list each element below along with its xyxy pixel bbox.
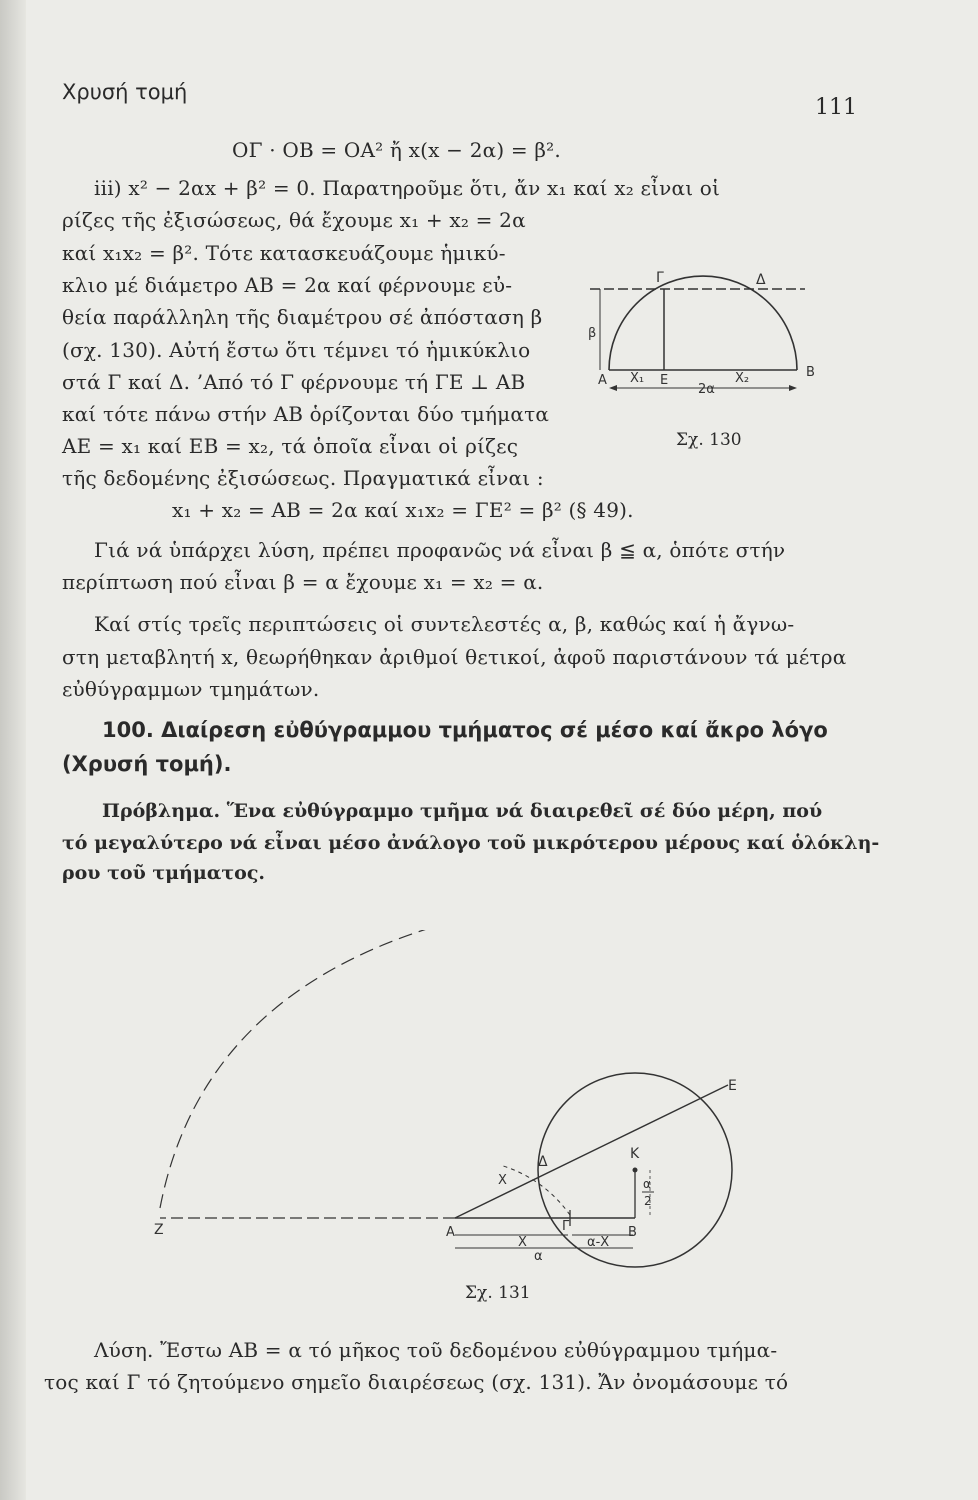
fig131-label-G: Γ [562, 1219, 570, 1234]
solution-line: τος καί Γ τό ζητούμενο σημεῖο διαιρέσεως (σχ. 131). Ἄν ὀνομάσουμε τό [44, 1370, 789, 1394]
problem-line: Πρόβλημα. Ἕνα εὐθύγραμμο τμῆμα νά διαιρεθεῖ σέ δύο μέρη, πού [102, 800, 823, 822]
text-line: κλιο μέ διάμετρο ΑΒ = 2α καί φέρνουμε εὐ- [62, 273, 513, 297]
fig130-label-x2: X₂ [735, 371, 750, 386]
figure-131 [150, 930, 770, 1270]
fig130-label-G: Γ [656, 270, 664, 286]
text-line: Γιά νά ὑπάρχει λύση, πρέπει προφανῶς νά εἶναι β ≦ α, ὁπότε στήν [94, 538, 786, 562]
fig130-label-2alpha: 2α [698, 382, 715, 397]
fig131-label-A: Α [446, 1225, 455, 1240]
fig130-label-D: Δ [756, 272, 766, 288]
section-title: 100. Διαίρεση εὐθύγραμμου τμήματος σέ μέσο καί ἄκρο λόγο [102, 718, 828, 742]
equation-line: x₁ + x₂ = ΑΒ = 2α καί x₁x₂ = ΓΕ² = β² (§ 49). [172, 498, 634, 522]
solution-line: Λύση. Ἔστω ΑΒ = α τό μῆκος τοῦ δεδομένου εὐθύγραμμου τμήμα- [94, 1338, 778, 1362]
figure-130 [580, 262, 820, 412]
page-gutter-shadow [0, 0, 26, 1500]
fig130-label-B: Β [806, 365, 815, 380]
problem-line: ρου τοῦ τμήματος. [62, 862, 266, 884]
fig131-label-alpha-denominator: 2 [644, 1194, 652, 1208]
fig131-secant-AE [455, 1085, 728, 1218]
page-number: 111 [815, 95, 857, 120]
fig131-arc-construction [160, 930, 430, 1208]
figure-131-caption: Σχ. 131 [465, 1283, 531, 1303]
text-line: εὐθύγραμμων τμημάτων. [62, 677, 320, 701]
fig131-label-Z: Ζ [154, 1222, 164, 1238]
fig131-label-alpha-numerator: α [643, 1177, 651, 1191]
equation-line: ΟΓ · ΟΒ = ΟΑ² ἤ x(x − 2α) = β². [232, 138, 561, 162]
fig130-label-E: Ε [660, 373, 669, 388]
text-line: περίπτωση πού εἶναι β = α ἔχουμε x₁ = x₂ = α. [62, 570, 544, 594]
fig130-semicircle [609, 276, 797, 370]
fig131-label-x: X [498, 1173, 507, 1188]
text-line: καί x₁x₂ = β². Τότε κατασκευάζουμε ἡμικύ- [62, 241, 506, 265]
section-title-cont: (Χρυσή τομή). [62, 752, 232, 776]
text-line: ΑΕ = x₁ καί ΕΒ = x₂, τά ὁποῖα εἶναι οἱ ρίζες [62, 434, 519, 458]
running-title: Χρυσή τομή [62, 80, 188, 104]
text-line: στη μεταβλητή x, θεωρήθηκαν ἀριθμοί θετικοί, ἀφοῦ παριστάνουν τά μέτρα [62, 645, 847, 669]
fig130-arrowhead-right [789, 385, 797, 391]
fig130-label-A: Α [598, 373, 607, 388]
text-line: iii) x² − 2αx + β² = 0. Παρατηροῦμε ὅτι, ἄν x₁ καί x₂ εἶναι οἱ [94, 176, 721, 200]
fig131-label-B: Β [628, 1225, 637, 1240]
fig130-label-x1: X₁ [630, 371, 645, 386]
text-line: Καί στίς τρεῖς περιπτώσεις οἱ συντελεστές α, β, καθώς καί ἡ ἄγνω- [94, 612, 795, 636]
problem-line: τό μεγαλύτερο νά εἶναι μέσο ἀνάλογο τοῦ μικρότερου μέρους καί ὁλόκλη- [62, 832, 880, 854]
fig131-label-a-minus-x: α-X [587, 1235, 610, 1250]
figure-130-caption: Σχ. 130 [676, 430, 742, 450]
text-line: θεία παράλληλη τῆς διαμέτρου σέ ἀπόσταση β [62, 305, 543, 329]
text-line: καί τότε πάνω στήν ΑΒ ὁρίζονται δύο τμήματα [62, 402, 550, 426]
text-line: (σχ. 130). Αὐτή ἔστω ὅτι τέμνει τό ἡμικύκλιο [62, 338, 531, 362]
fig131-label-x-lower: X [518, 1235, 527, 1250]
text-line: στά Γ καί Δ. ’Από τό Γ φέρνουμε τή ΓΕ ⊥ ΑΒ [62, 370, 526, 394]
fig130-label-beta: β [588, 326, 597, 341]
fig131-label-K: Κ [630, 1146, 640, 1162]
fig130-arrowhead-left [609, 385, 617, 391]
fig131-label-D: Δ [538, 1154, 548, 1170]
fig131-label-alpha: α [534, 1249, 543, 1264]
fig131-label-E: Ε [728, 1078, 737, 1094]
text-line: τῆς δεδομένης ἐξισώσεως. Πραγματικά εἶναι : [62, 466, 544, 490]
fig131-arc-to-G [500, 1165, 570, 1215]
text-line: ρίζες τῆς ἐξισώσεως, θά ἔχουμε x₁ + x₂ = 2α [62, 208, 526, 232]
